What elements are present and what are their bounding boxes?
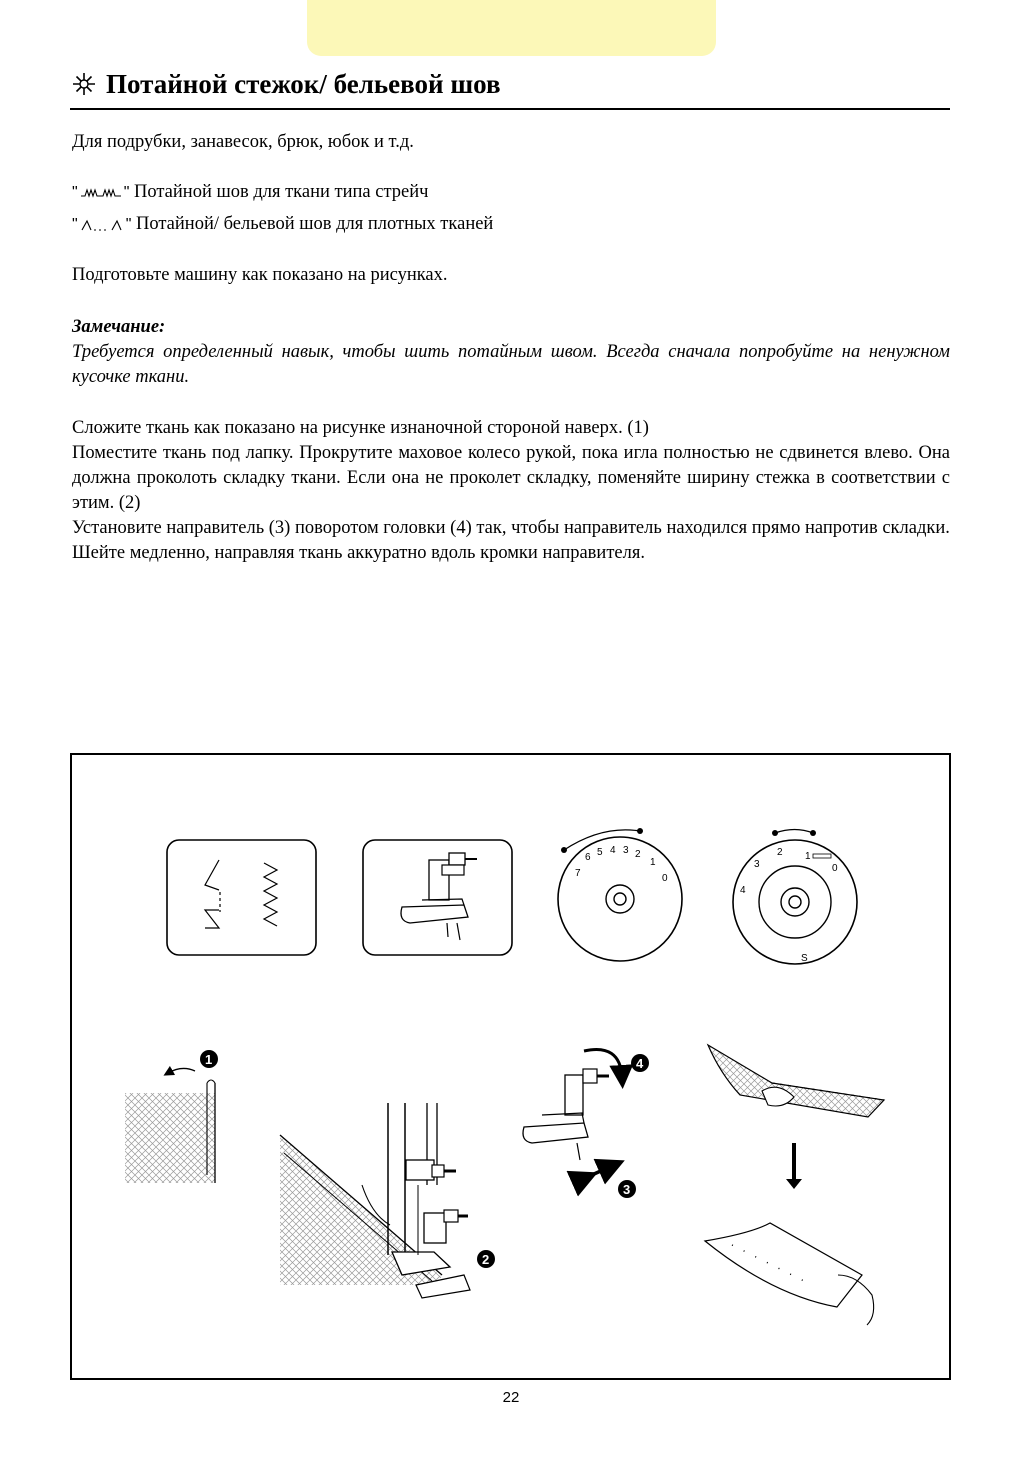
callout-number: 2 xyxy=(482,1252,490,1267)
step-2: Поместите ткань под лапку. Прокрутите маховое колесо рукой, пока игла полностью не сдвинется влево. Она должна проколоть складку ткани. Если она не проколет складку, поменяйте ширину стежка в соответствии с этим. (2) xyxy=(72,443,950,513)
finished-seam-illustration xyxy=(705,1045,884,1325)
section-heading xyxy=(72,64,950,104)
callout-number: 3 xyxy=(623,1182,631,1197)
step-3: Установите направитель (3) поворотом головки (4) так, чтобы направитель находился прямо напротив складки. xyxy=(72,518,950,538)
page-number: 22 xyxy=(502,1389,520,1406)
step-1: Сложите ткань как показано на рисунке изнаночной стороной наверх. (1) xyxy=(72,418,649,438)
dial-number: 2 xyxy=(777,847,783,858)
stitch-width-dial xyxy=(733,830,857,965)
intro-text: Для подрубки, занавесок, брюк, юбок и т.д. xyxy=(72,132,414,152)
instructions xyxy=(72,416,950,566)
note-text: Требуется определенный навык, чтобы шить потайным швом. Всегда сначала попробуйте на ненужном кусочке ткани. xyxy=(72,342,950,387)
callout-number: 4 xyxy=(636,1056,644,1071)
title-rule xyxy=(70,108,950,110)
dial-number: 4 xyxy=(610,845,616,856)
stitch-line-stretch: " " Потайной шов для ткани типа стрейч xyxy=(72,182,429,202)
dial-number: 2 xyxy=(635,849,641,860)
note-title: Замечание: xyxy=(72,317,166,337)
callout-2 xyxy=(477,1250,495,1268)
callout-4 xyxy=(631,1054,649,1072)
dial-number: 6 xyxy=(585,852,591,863)
stitch-length-dial xyxy=(558,828,682,961)
dial-number: 3 xyxy=(754,859,760,870)
dial-number: 5 xyxy=(597,847,603,858)
dial-number: 1 xyxy=(650,857,656,868)
callout-3 xyxy=(618,1180,636,1198)
stretch-blind-stitch-icon xyxy=(80,186,122,200)
folded-fabric-illustration xyxy=(125,1068,215,1183)
dial-number: 1 xyxy=(805,851,811,862)
step-4: Шейте медленно, направляя ткань аккуратно вдоль кромки направителя. xyxy=(72,543,645,563)
blind-stitch-icon xyxy=(80,218,124,232)
stitch-pattern-card xyxy=(167,840,316,955)
dial-number: 3 xyxy=(623,845,629,856)
callout-number: 1 xyxy=(205,1052,213,1067)
stitch-line-blind: " " Потайной/ бельевой шов для плотных тканей xyxy=(72,214,494,234)
dial-number: 4 xyxy=(740,885,746,896)
dial-number: S xyxy=(801,953,808,964)
presser-foot-card xyxy=(363,840,512,955)
page-title: Потайной стежок/ бельевой шов xyxy=(106,69,501,99)
stitch-description: Потайной/ бельевой шов для плотных тканей xyxy=(136,214,494,234)
stitch-description: Потайной шов для ткани типа стрейч xyxy=(134,182,429,202)
header-tab xyxy=(307,0,716,56)
illustration-panel xyxy=(70,753,951,1380)
callout-1 xyxy=(200,1050,218,1068)
sewing-machine-illustration xyxy=(280,1103,470,1298)
guide-adjustment-illustration xyxy=(523,1049,622,1178)
dial-number: 7 xyxy=(575,868,581,879)
sparkle-icon xyxy=(72,72,96,96)
prepare-text: Подготовьте машину как показано на рисунках. xyxy=(72,265,448,285)
dial-number: 0 xyxy=(832,863,838,874)
dial-number: 0 xyxy=(662,873,668,884)
